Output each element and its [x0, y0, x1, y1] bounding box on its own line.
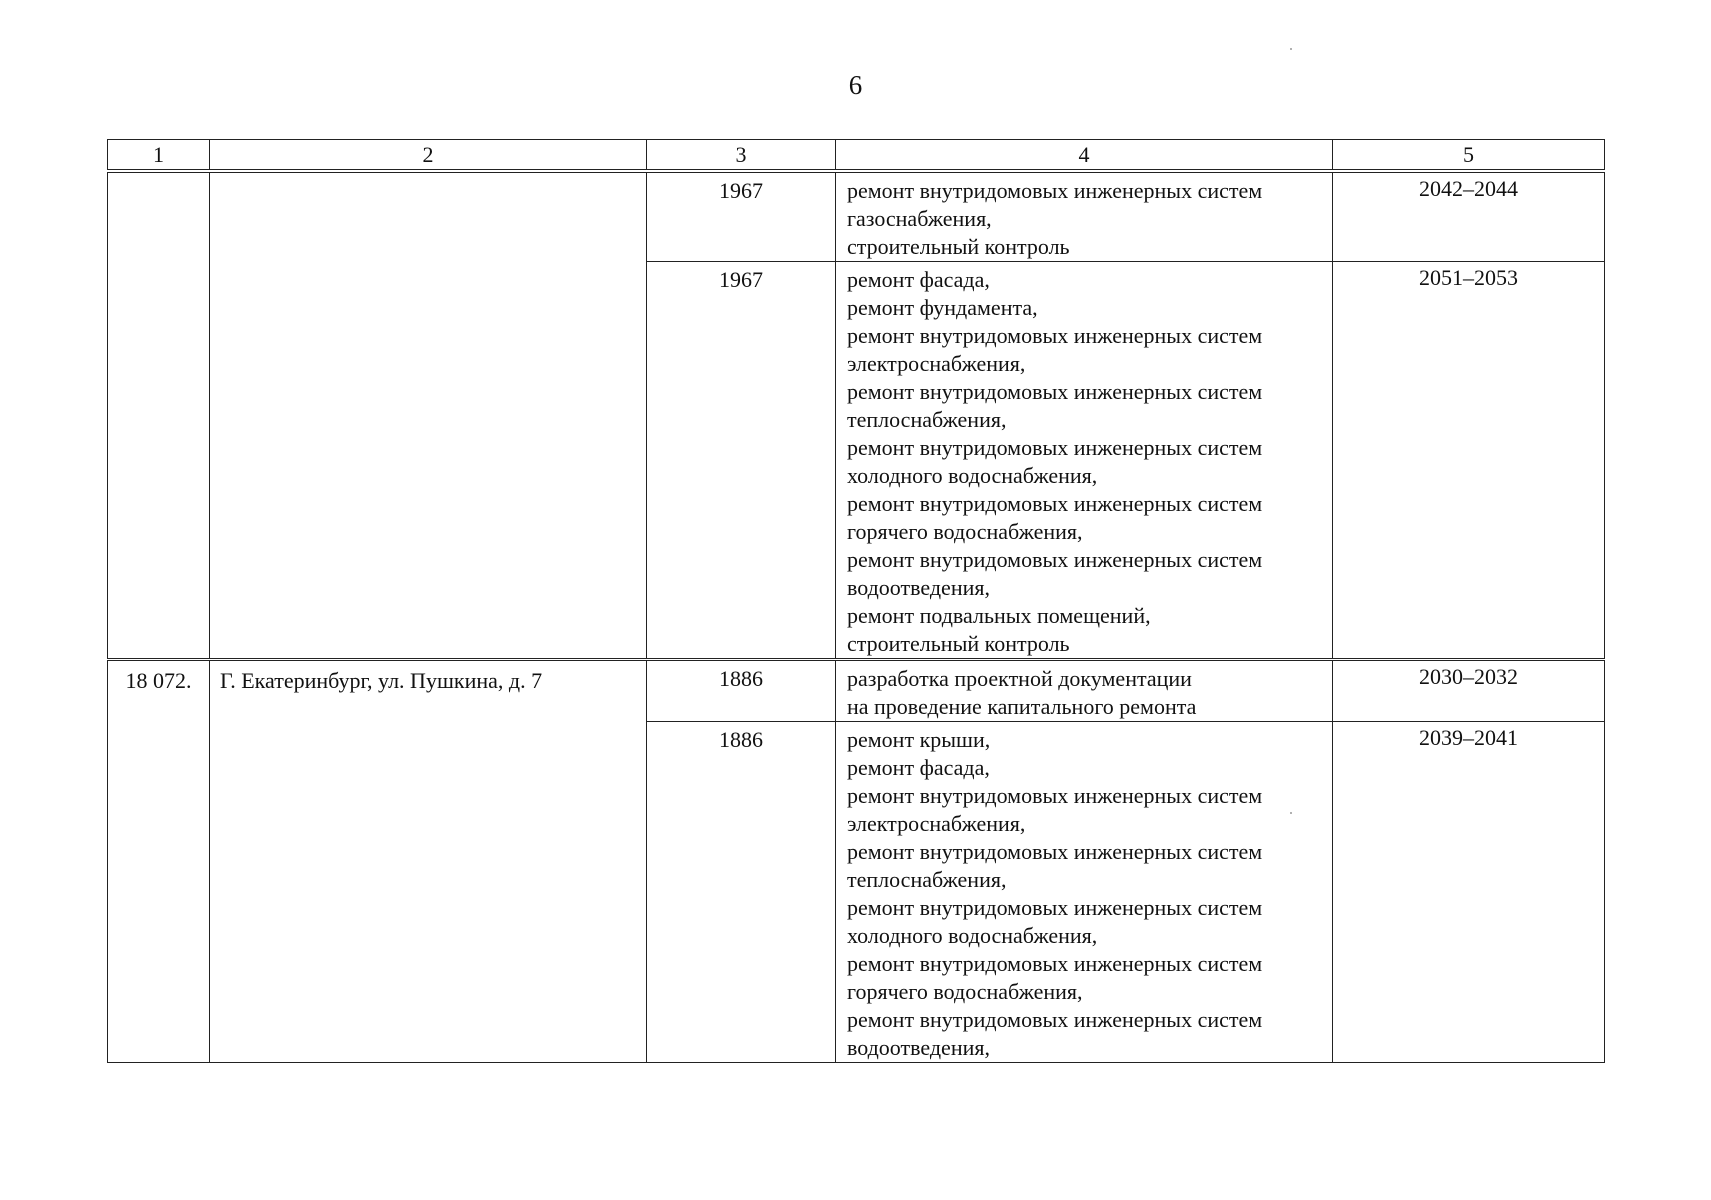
- period-cell: 2051–2053: [1333, 262, 1605, 659]
- works-cell: [836, 262, 1333, 659]
- entry-number-cell: 18 072.: [108, 661, 210, 1063]
- entry-table-continued: [107, 172, 1605, 659]
- work-line: ремонт подвальных помещений,: [847, 603, 1151, 628]
- work-line: ремонт фундамента,: [847, 295, 1038, 320]
- work-line: ремонт внутридомовых инженерных систем: [847, 323, 1263, 348]
- year-cell: 1967: [647, 262, 836, 659]
- address-cell: [210, 173, 647, 659]
- scan-speck: [1290, 812, 1292, 814]
- works-cell: [836, 173, 1333, 262]
- entry-number-cell: [108, 173, 210, 659]
- work-line: теплоснабжения,: [847, 407, 1007, 432]
- work-line: ремонт внутридомовых инженерных систем: [847, 547, 1263, 572]
- work-line: ремонт внутридомовых инженерных систем: [847, 435, 1263, 460]
- work-line: ремонт внутридомовых инженерных систем: [847, 178, 1263, 203]
- period-cell: 2042–2044: [1333, 173, 1605, 262]
- period-cell: 2039–2041: [1333, 722, 1605, 1063]
- column-header-table: [107, 139, 1605, 170]
- works-cell: [836, 722, 1333, 1063]
- period-cell: 2030–2032: [1333, 661, 1605, 722]
- column-header-3: 3: [647, 140, 836, 170]
- work-line: газоснабжения,: [847, 206, 992, 231]
- work-line: ремонт внутридомовых инженерных систем: [847, 491, 1263, 516]
- work-line: холодного водоснабжения,: [847, 463, 1098, 488]
- work-line: ремонт крыши,: [847, 727, 991, 752]
- work-line: ремонт внутридомовых инженерных систем: [847, 839, 1263, 864]
- work-line: ремонт фасада,: [847, 267, 990, 292]
- year-cell: 1967: [647, 173, 836, 262]
- page-number: 6: [848, 70, 863, 100]
- works-cell: [836, 661, 1333, 722]
- column-header-1: 1: [108, 140, 210, 170]
- work-line: строительный контроль: [847, 234, 1070, 259]
- work-line: ремонт фасада,: [847, 755, 990, 780]
- work-line: водоотведения,: [847, 575, 990, 600]
- column-header-2: 2: [210, 140, 647, 170]
- work-line: ремонт внутридомовых инженерных систем: [847, 1007, 1263, 1032]
- scan-speck: [1290, 48, 1292, 50]
- work-line: ремонт внутридомовых инженерных систем: [847, 783, 1263, 808]
- column-header-4: 4: [836, 140, 1333, 170]
- table-row: [108, 173, 1605, 262]
- work-line: электроснабжения,: [847, 811, 1026, 836]
- address-cell: Г. Екатеринбург, ул. Пушкина, д. 7: [210, 661, 647, 1063]
- work-line: горячего водоснабжения,: [847, 519, 1083, 544]
- column-header-row: [108, 140, 1605, 170]
- work-line: разработка проектной документации: [847, 666, 1192, 691]
- work-line: ремонт внутридомовых инженерных систем: [847, 895, 1263, 920]
- table-row: [108, 661, 1605, 722]
- work-line: водоотведения,: [847, 1035, 990, 1060]
- work-line: холодного водоснабжения,: [847, 923, 1098, 948]
- work-line: электроснабжения,: [847, 351, 1026, 376]
- work-line: строительный контроль: [847, 631, 1070, 656]
- work-line: горячего водоснабжения,: [847, 979, 1083, 1004]
- column-header-5: 5: [1333, 140, 1605, 170]
- work-line: на проведение капитального ремонта: [847, 694, 1197, 719]
- work-line: ремонт внутридомовых инженерных систем: [847, 379, 1263, 404]
- year-cell: 1886: [647, 661, 836, 722]
- entry-table: [107, 660, 1605, 1063]
- work-line: ремонт внутридомовых инженерных систем: [847, 951, 1263, 976]
- year-cell: 1886: [647, 722, 836, 1063]
- work-line: теплоснабжения,: [847, 867, 1007, 892]
